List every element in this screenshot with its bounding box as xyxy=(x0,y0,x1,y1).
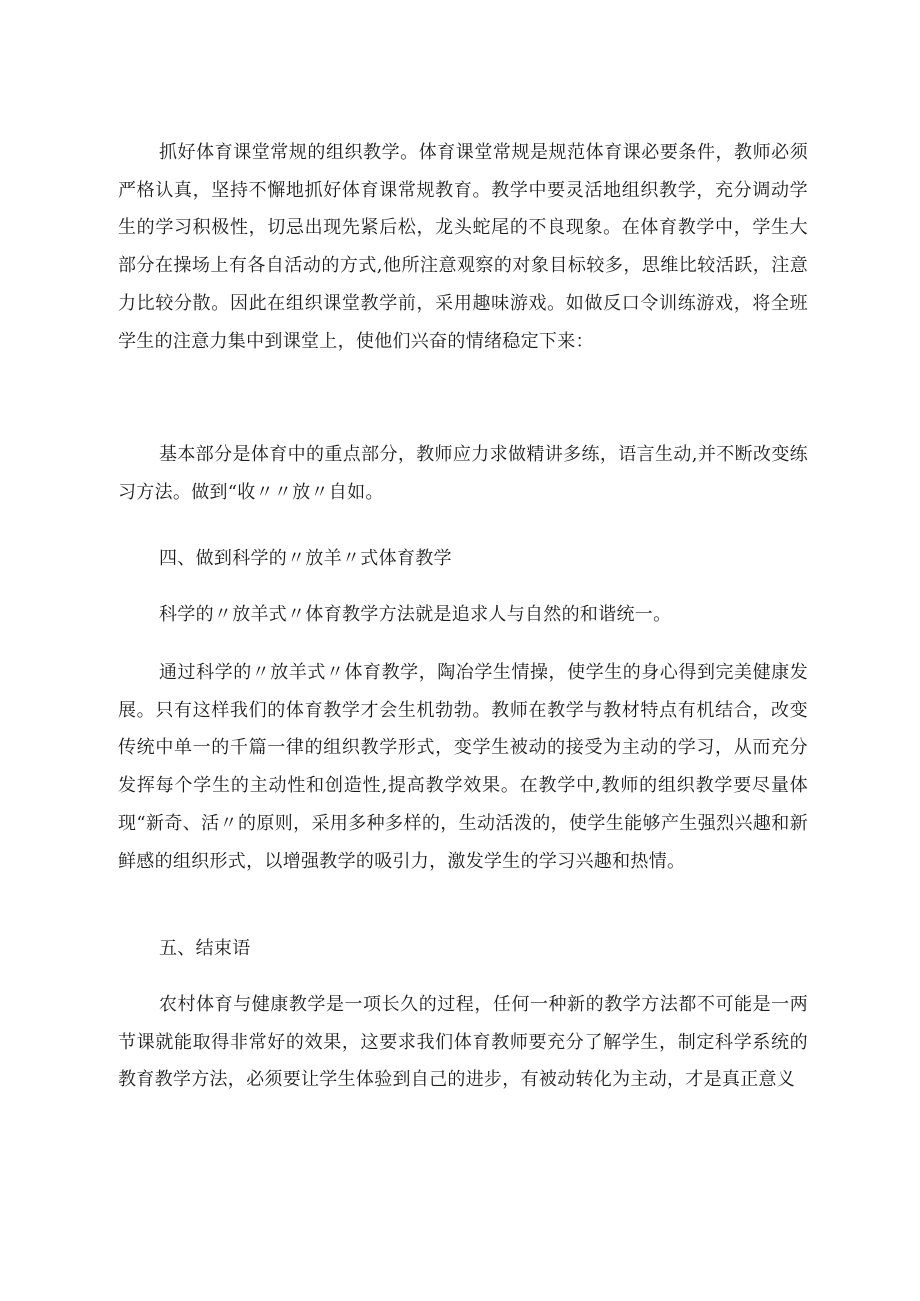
paragraph-free-range-definition: 科学的〃放羊式〃体育教学方法就是追求人与自然的和谐统一。 xyxy=(159,604,672,625)
section-heading-four: 四、做到科学的〃放羊〃式体育教学 xyxy=(159,548,452,569)
paragraph-conclusion: 农村体育与健康教学是一项长久的过程，任何一种新的教学方法都不可能是一两节课就能取得非常好的效果，这要求我们体育教师要充分了解学生，制定科学系统的教育教学方法，必须要让学生体验到自己的进步，有被动转化为主动，才是真正意义 xyxy=(118,994,808,1091)
paragraph-free-range-teaching: 通过科学的〃放羊式〃体育教学，陶冶学生情操，使学生的身心得到完美健康发展。只有这样我们的体育教学才会生机勃勃。教师在教学与教材特点有机结合，改变传统中单一的千篇一律的组织教学形式，变学生被动的接受为主动的学习，从而充分发挥每个学生的主动性和创造性,提高教学效果。在教学中,教师的组织教学要尽量体现“新奇、活〃的原则，采用多种多样的，生动活泼的，使学生能够产生强烈兴趣和新鲜感的组织形式，以增强教学的吸引力，激发学生的学习兴趣和热情。 xyxy=(118,662,808,872)
paragraph-basic-part: 基本部分是体育中的重点部分，教师应力求做精讲多练，语言生动,并不断改变练习方法。做到“收〃〃放〃自如。 xyxy=(118,444,808,503)
section-heading-five: 五、结束语 xyxy=(159,938,251,959)
paragraph-classroom-routine: 抓好体育课堂常规的组织教学。体育课堂常规是规范体育课必要条件，教师必须严格认真，坚持不懈地抓好体育课常规教育。教学中要灵活地组织教学，充分调动学生的学习积极性，切忌出现先紧后松，龙头蛇尾的不良现象。在体育教学中，学生大部分在操场上有各自活动的方式,他所注意观察的对象目标较多，思维比较活跃，注意力比较分散。因此在组织课堂教学前，采用趣味游戏。如做反口令训练游戏，将全班学生的注意力集中到课堂上，使他们兴奋的情绪稳定下来： xyxy=(118,142,808,352)
